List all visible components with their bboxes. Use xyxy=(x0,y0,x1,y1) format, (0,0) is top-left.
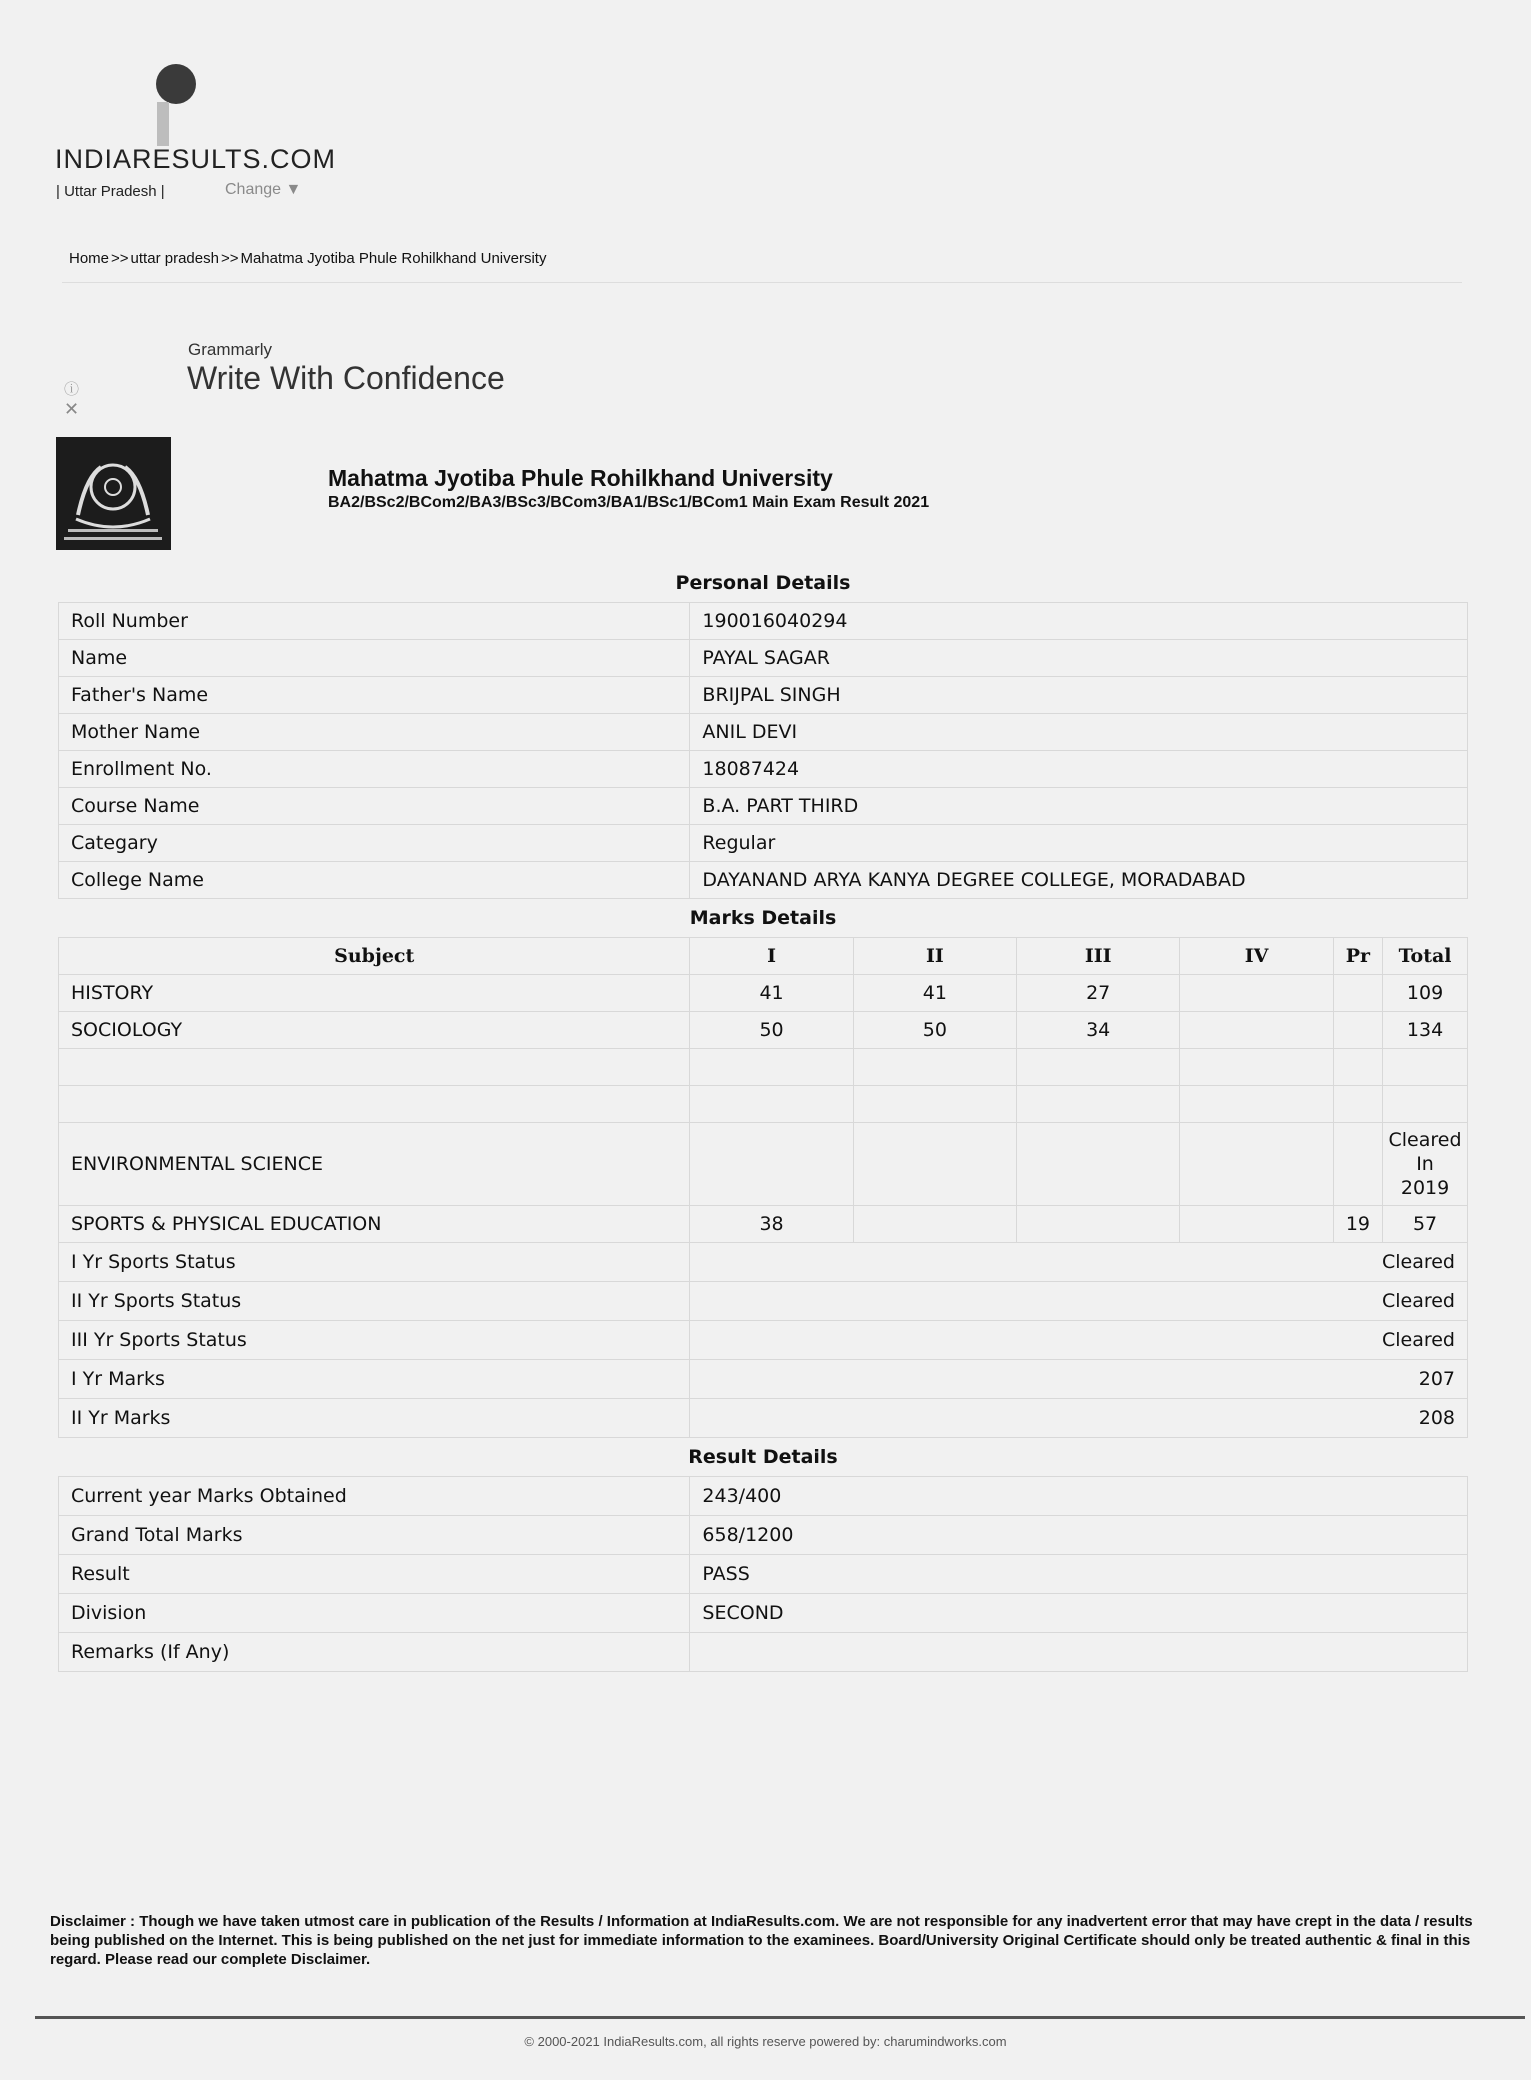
mark-total: 134 xyxy=(1383,1012,1468,1049)
mother-name-label: Mother Name xyxy=(59,714,690,751)
table-row xyxy=(59,1123,1468,1206)
mark-pr xyxy=(1333,1012,1382,1049)
table-row xyxy=(59,1360,1468,1399)
status-value: Cleared xyxy=(690,1282,1468,1321)
status-value: 208 xyxy=(690,1399,1468,1438)
mark-i: 41 xyxy=(690,975,853,1012)
result-label: Result xyxy=(59,1555,690,1594)
course-name-value: B.A. PART THIRD xyxy=(690,788,1468,825)
table-row xyxy=(59,1321,1468,1360)
disclaimer-text: Disclaimer : Though we have taken utmost care in publication of the Results / Information at IndiaResults.com. We are not responsible for any inadvertent error that may have crept in the data / results being published on the Internet. This is being published on the net just for immediate information to the examinees. Board/University Original Certificate should only be treated authentic & final in this regard. Please read our complete Disclaimer. xyxy=(50,1913,1473,1968)
status-value: 207 xyxy=(690,1360,1468,1399)
name-label: Name xyxy=(59,640,690,677)
table-row xyxy=(59,1555,1468,1594)
status-value: Cleared xyxy=(690,1321,1468,1360)
table-row xyxy=(59,788,1468,825)
university-name: Mahatma Jyotiba Phule Rohilkhand University xyxy=(328,465,833,491)
breadcrumb-university-link[interactable]: Mahatma Jyotiba Phule Rohilkhand University xyxy=(240,250,547,267)
subject-name: SOCIOLOGY xyxy=(59,1012,690,1049)
category-value: Regular xyxy=(690,825,1468,862)
status-label: II Yr Marks xyxy=(59,1399,690,1438)
indiaresults-logo-icon[interactable] xyxy=(150,62,200,152)
ad-sponsor[interactable]: Grammarly xyxy=(188,340,273,359)
table-row xyxy=(59,862,1468,899)
roll-number-value: 190016040294 xyxy=(690,603,1468,640)
table-row xyxy=(59,1243,1468,1282)
mark-iii: 27 xyxy=(1017,975,1180,1012)
result-value: PASS xyxy=(690,1555,1468,1594)
marks-header-row xyxy=(59,938,1468,975)
breadcrumb xyxy=(68,250,547,267)
division-label: Division xyxy=(59,1594,690,1633)
result-details-heading: Result Details xyxy=(688,1446,838,1468)
breadcrumb-state-link[interactable]: uttar pradesh xyxy=(130,250,219,267)
status-label: I Yr Sports Status xyxy=(59,1243,690,1282)
college-name-label: College Name xyxy=(59,862,690,899)
table-row xyxy=(59,603,1468,640)
mark-ii: 50 xyxy=(853,1012,1016,1049)
breadcrumb-separator: >> xyxy=(220,250,239,267)
column-header-i: I xyxy=(690,938,853,975)
table-row xyxy=(59,1206,1468,1243)
name-value: PAYAL SAGAR xyxy=(690,640,1468,677)
ad-close-icon[interactable]: ✕ xyxy=(64,399,80,420)
mark-i: 38 xyxy=(690,1206,853,1243)
table-row xyxy=(59,1633,1468,1672)
remarks-value xyxy=(690,1633,1468,1672)
breadcrumb-separator: >> xyxy=(111,250,129,267)
personal-details-heading: Personal Details xyxy=(675,572,851,594)
mark-iii: 34 xyxy=(1017,1012,1180,1049)
result-table xyxy=(58,564,1468,1672)
subject-name: SPORTS & PHYSICAL EDUCATION xyxy=(59,1206,690,1243)
mother-name-value: ANIL DEVI xyxy=(690,714,1468,751)
status-label: II Yr Sports Status xyxy=(59,1282,690,1321)
column-header-iii: III xyxy=(1017,938,1180,975)
table-row xyxy=(59,640,1468,677)
enrollment-value: 18087424 xyxy=(690,751,1468,788)
column-header-ii: II xyxy=(853,938,1016,975)
father-name-label: Father's Name xyxy=(59,677,690,714)
grand-total-label: Grand Total Marks xyxy=(59,1516,690,1555)
table-row xyxy=(59,751,1468,788)
table-row xyxy=(59,975,1468,1012)
exam-title: BA2/BSc2/BCom2/BA3/BSc3/BCom3/BA1/BSc1/BCom1 Main Exam Result 2021 xyxy=(328,494,930,511)
college-name-value: DAYANAND ARYA KANYA DEGREE COLLEGE, MORADABAD xyxy=(690,862,1468,899)
table-row xyxy=(59,677,1468,714)
mark-pr xyxy=(1333,975,1382,1012)
current-year-marks-value: 243/400 xyxy=(690,1477,1468,1516)
status-value: Cleared xyxy=(690,1243,1468,1282)
column-header-iv: IV xyxy=(1180,938,1333,975)
status-label: III Yr Sports Status xyxy=(59,1321,690,1360)
brand-name[interactable]: INDIARESULTS.COM xyxy=(55,144,337,174)
table-row xyxy=(59,714,1468,751)
roll-number-label: Roll Number xyxy=(59,603,690,640)
enrollment-label: Enrollment No. xyxy=(59,751,690,788)
column-header-total: Total xyxy=(1383,938,1468,975)
empty-row xyxy=(59,1086,1468,1123)
table-row xyxy=(59,1399,1468,1438)
table-row xyxy=(59,1012,1468,1049)
marks-details-heading: Marks Details xyxy=(689,907,837,929)
subject-name: ENVIRONMENTAL SCIENCE xyxy=(59,1123,690,1206)
father-name-value: BRIJPAL SINGH xyxy=(690,677,1468,714)
grand-total-value: 658/1200 xyxy=(690,1516,1468,1555)
ad-info-icon[interactable]: ⓘ xyxy=(64,380,80,398)
breadcrumb-home-link[interactable]: Home xyxy=(69,250,110,267)
remarks-label: Remarks (If Any) xyxy=(59,1633,690,1672)
footer-divider xyxy=(35,2016,1525,2019)
mark-pr: 19 xyxy=(1333,1206,1382,1243)
table-row xyxy=(59,1282,1468,1321)
table-row xyxy=(59,1594,1468,1633)
change-region-link[interactable]: Change ▼ xyxy=(225,181,302,198)
mark-ii: 41 xyxy=(853,975,1016,1012)
current-year-marks-label: Current year Marks Obtained xyxy=(59,1477,690,1516)
mark-i: 50 xyxy=(690,1012,853,1049)
table-row xyxy=(59,1516,1468,1555)
column-header-subject: Subject xyxy=(59,938,690,975)
mark-total: Cleared In 2019 xyxy=(1383,1123,1468,1206)
table-row xyxy=(59,825,1468,862)
table-row xyxy=(59,1477,1468,1516)
column-header-pr: Pr xyxy=(1333,938,1382,975)
course-name-label: Course Name xyxy=(59,788,690,825)
ad-headline[interactable]: Write With Confidence xyxy=(187,360,505,396)
region-label: | Uttar Pradesh | xyxy=(56,183,165,200)
empty-row xyxy=(59,1049,1468,1086)
mark-total: 57 xyxy=(1383,1206,1468,1243)
status-label: I Yr Marks xyxy=(59,1360,690,1399)
category-label: Categary xyxy=(59,825,690,862)
copyright-text: © 2000-2021 IndiaResults.com, all rights reserve powered by: charumindworks.com xyxy=(524,2034,1007,2049)
mark-total: 109 xyxy=(1383,975,1468,1012)
university-emblem-icon xyxy=(56,437,171,550)
subject-name: HISTORY xyxy=(59,975,690,1012)
mark-iv xyxy=(1180,975,1333,1012)
header-divider xyxy=(62,282,1462,283)
division-value: SECOND xyxy=(690,1594,1468,1633)
mark-iv xyxy=(1180,1012,1333,1049)
